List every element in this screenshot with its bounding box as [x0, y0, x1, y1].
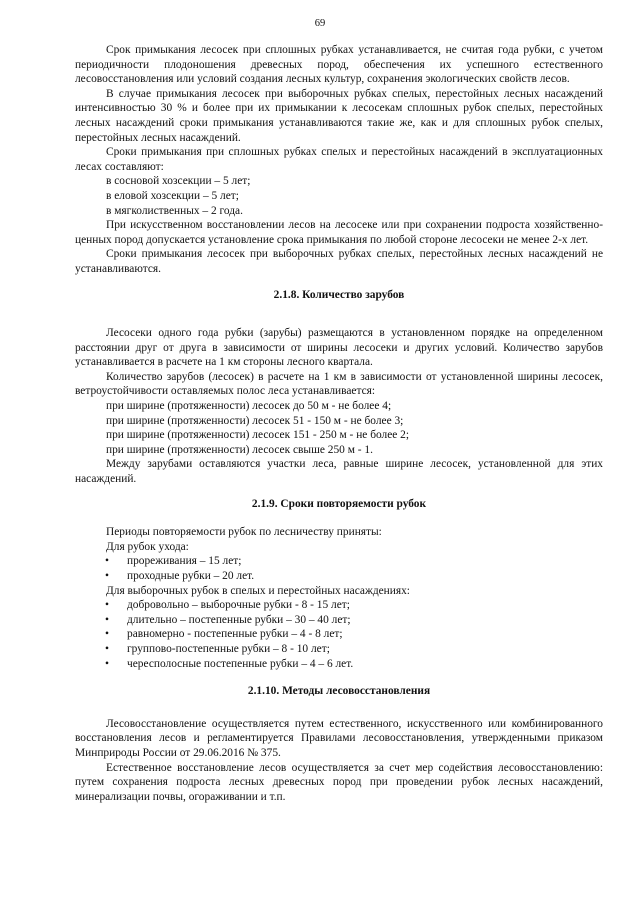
list-item: при ширине (протяженности) лесосек свыше 250 м - 1.: [106, 443, 373, 456]
paragraph: При искусственном восстановлении лесов на лесосеке или при сохранении подроста хозяйственно-ценных пород допускается установление срока примыкания по любой стороне лесосеки не менее 2-х лет.: [75, 219, 603, 246]
bullet-icon: •: [105, 613, 109, 626]
paragraph: Лесосеки одного года рубки (зарубы) размещаются в установленном порядке на определенном расстоянии друг от друга в зависимости от ширины лесосеки и других условий. Количество зарубов устанавливается в расчете на 1 км стороны лесного квартала.: [75, 327, 603, 369]
bullet-icon: •: [105, 628, 109, 641]
paragraph: Количество зарубов (лесосек) в расчете на 1 км в зависимости от установленной ширины лесосек, ветроустойчивости оставляемых полос леса устанавливается:: [75, 370, 603, 398]
paragraph: Сроки примыкания при сплошных рубках спелых и перестойных насаждений в эксплуатационных лесах составляют:: [75, 146, 603, 173]
paragraph: Между зарубами оставляются участки леса, равные ширине лесосек, установленной для этих насаждений.: [75, 458, 603, 486]
list-item: в мягколиственных – 2 года.: [106, 204, 243, 217]
section-heading: 2.1.9. Сроки повторяемости рубок: [251, 497, 427, 510]
list-label: Для рубок ухода:: [106, 540, 189, 553]
list-item-text: добровольно – выборочные рубки - 8 - 15 лет;: [127, 599, 350, 612]
paragraph: Лесовосстановление осуществляется путем естественного, искусственного или комбинированного восстановления лесов и регламентируется Правилами лесовосстановления, утвержденными приказом Минприроды России от 29.06.2016 № 375.: [75, 717, 603, 759]
list-label: Для выборочных рубок в спелых и перестойных насаждениях:: [106, 584, 410, 597]
page-number: 69: [314, 18, 326, 29]
list-item-text: проходные рубки – 20 лет.: [127, 570, 255, 582]
paragraph: В случае примыкания лесосек при выборочных рубках спелых, перестойных лесных насаждений интенсивностью 30 % и более при их примыкании к лесосекам сплошных рубок спелых, перестойных лесных насаждений сроки примыкания устанавливаются такие же, как и для сплошных рубок спелых, перестойных лесных насаждений.: [75, 87, 603, 144]
selective-list: [75, 598, 603, 671]
bullet-icon: •: [105, 599, 109, 612]
bullet-icon: •: [105, 642, 109, 655]
bullet-icon: •: [105, 657, 109, 670]
list-item: [75, 569, 603, 584]
list-item: [75, 598, 603, 613]
list-item-text: чересполосные постепенные рубки – 4 – 6 лет.: [127, 657, 354, 670]
list-item: при ширине (протяженности) лесосек до 50 м - не более 4;: [106, 400, 392, 413]
paragraph: Естественное восстановление лесов осуществляется за счет мер содействия лесовосстановлению: путем сохранения подроста лесных древесных пород при проведении рубок лесных насаждений, минерализации почвы, огораживании и т.п.: [75, 761, 603, 803]
section-heading: 2.1.8. Количество зарубов: [273, 288, 405, 301]
section-heading: 2.1.10. Методы лесовосстановления: [247, 685, 431, 698]
list-item-text: прореживания – 15 лет;: [127, 555, 242, 568]
list-item-text: равномерно - постепенные рубки – 4 - 8 лет;: [127, 628, 343, 641]
paragraph: Сроки примыкания лесосек при выборочных рубках спелых, перестойных лесных насаждений не устанавливаются.: [75, 248, 603, 275]
paragraph: Периоды повторяемости рубок по лесничеству приняты:: [106, 526, 382, 539]
list-item: в сосновой хозсекции – 5 лет;: [106, 175, 251, 188]
list-item: при ширине (протяженности) лесосек 151 - 250 м - не более 2;: [106, 429, 410, 442]
paragraph: Срок примыкания лесосек при сплошных рубках устанавливается, не считая года рубки, с учетом периодичности плодоношения древесных пород, обеспечения их успешного естественного лесовосстановления или условий создания лесных культур, сохранения экологических свойств лесов.: [75, 44, 603, 86]
list-item: [75, 657, 603, 672]
list-item: [75, 613, 603, 628]
list-item-text: группово-постепенные рубки – 8 - 10 лет;: [127, 642, 330, 655]
page-content: [75, 43, 603, 804]
list-item: в еловой хозсекции – 5 лет;: [106, 189, 239, 202]
list-item: при ширине (протяженности) лесосек 51 - 150 м - не более 3;: [106, 414, 404, 427]
bullet-icon: •: [105, 555, 109, 568]
list-item: [75, 554, 603, 569]
list-item: [75, 627, 603, 642]
care-list: [75, 554, 603, 583]
list-item: [75, 642, 603, 657]
bullet-icon: •: [105, 570, 109, 582]
list-item-text: длительно – постепенные рубки – 30 – 40 лет;: [127, 613, 351, 626]
